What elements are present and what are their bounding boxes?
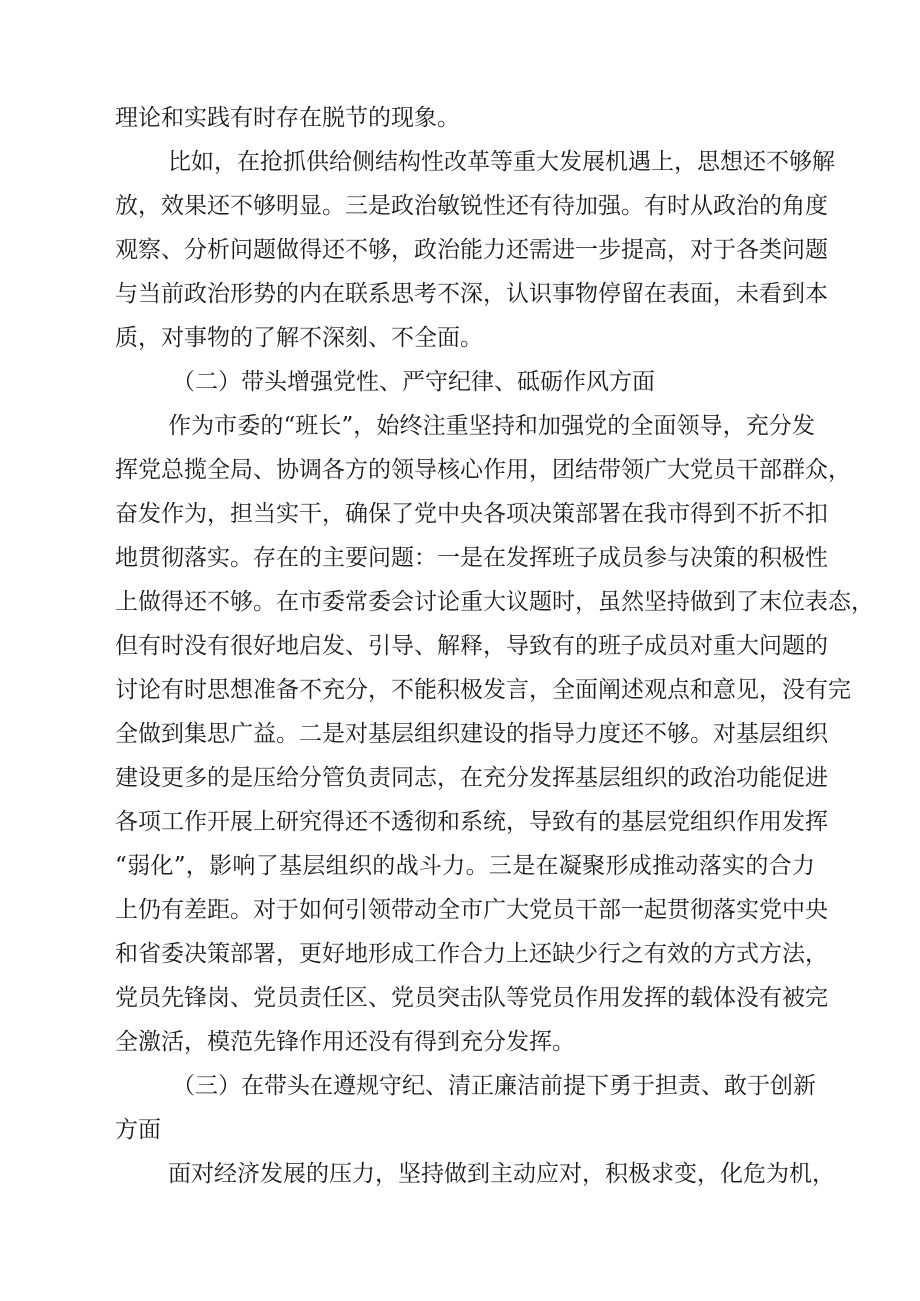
text-line: 与当前政治形势的内在联系思考不深，认识事物停留在表面，未看到本	[115, 281, 828, 307]
text-line: 全激活，模范先锋作用还没有得到充分发挥。	[115, 1029, 575, 1055]
text-line: 但有时没有很好地启发、引导、解释，导致有的班子成员对重大问题的	[115, 633, 828, 659]
text-line: 和省委决策部署，更好地形成工作合力上还缺少行之有效的方式方法，	[115, 941, 828, 967]
text-line: 比如，在抢抓供给侧结构性改革等重大发展机遇上，思想还不够解	[168, 149, 835, 175]
text-line: 党员先锋岗、党员责任区、党员突击队等党员作用发挥的载体没有被完	[115, 985, 828, 1011]
text-line: 质，对事物的了解不深刻、不全面。	[115, 325, 483, 351]
text-line: 建设更多的是压给分管负责同志，在充分发挥基层组织的政治功能促进	[115, 765, 828, 791]
section-heading: （三）在带头在遵规守纪、清正廉洁前提下勇于担责、敢于创新	[172, 1073, 816, 1099]
section-heading: （二）带头增强党性、严守纪律、砥砺作风方面	[172, 369, 655, 395]
text-line: 上做得还不够。在市委常委会讨论重大议题时，虽然坚持做到了末位表态，	[115, 589, 874, 615]
text-line: 作为市委的“班长”，始终注重坚持和加强党的全面领导，充分发	[168, 413, 815, 439]
text-line: “弱化”，影响了基层组织的战斗力。三是在凝聚形成推动落实的合力	[115, 853, 815, 879]
text-line: 奋发作为，担当实干，确保了党中央各项决策部署在我市得到不折不扣	[115, 501, 828, 527]
text-line: 理论和实践有时存在脱节的现象。	[115, 105, 460, 131]
text-line: 全做到集思广益。二是对基层组织建设的指导力度还不够。对基层组织	[115, 721, 828, 747]
text-line: 放，效果还不够明显。三是政治敏锐性还有待加强。有时从政治的角度	[115, 193, 828, 219]
text-line: 地贯彻落实。存在的主要问题：一是在发挥班子成员参与决策的积极性	[115, 545, 828, 571]
section-heading-continued: 方面	[115, 1117, 161, 1143]
text-line: 挥党总揽全局、协调各方的领导核心作用，团结带领广大党员干部群众，	[115, 457, 851, 483]
text-line: 各项工作开展上研究得还不透彻和系统，导致有的基层党组织作用发挥	[115, 809, 828, 835]
text-line: 观察、分析问题做得还不够，政治能力还需进一步提高，对于各类问题	[115, 237, 828, 263]
text-line: 面对经济发展的压力，坚持做到主动应对，积极求变，化危为机，	[168, 1161, 835, 1187]
text-line: 上仍有差距。对于如何引领带动全市广大党员干部一起贯彻落实党中央	[115, 897, 828, 923]
text-line: 讨论有时思想准备不充分，不能积极发言，全面阐述观点和意见，没有完	[115, 677, 851, 703]
